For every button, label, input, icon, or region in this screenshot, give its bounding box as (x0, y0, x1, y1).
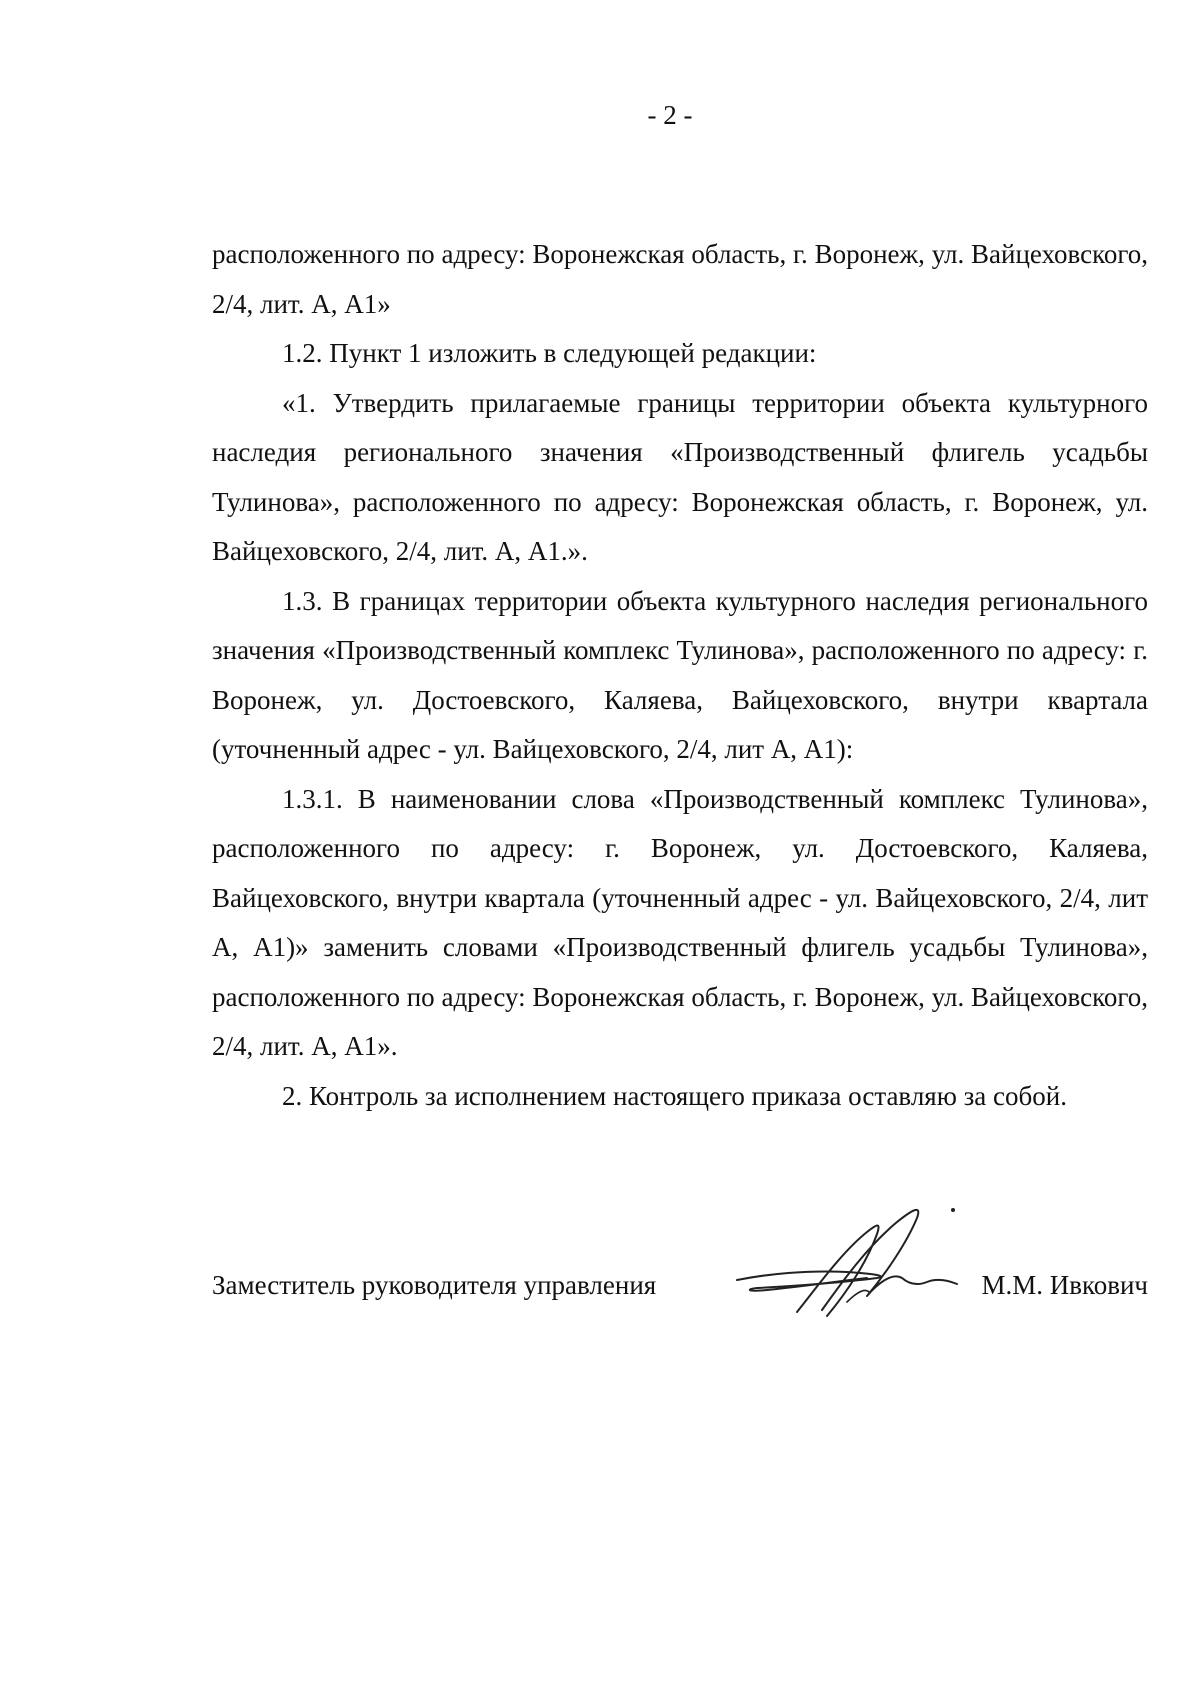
signer-name: М.М. Ивкович (981, 1270, 1148, 1300)
paragraph-address-continuation: расположенного по адресу: Воронежская область, г. Воронеж, ул. Вайцеховского, 2/4, лит. А, А1» (212, 239, 1148, 319)
handwritten-signature (727, 1192, 977, 1322)
paragraph-new-item-1: «1. Утвердить прилагаемые границы территории объекта культурного наследия регионального значения «Производственный флигель усадьбы Тулинова», расположенного по адресу: Воронежская область, г. Воронеж, ул. Вайцеховского, 2/4, лит. А, А1.». (212, 387, 1148, 566)
paragraph-item-2: 2. Контроль за исполнением настоящего приказа оставляю за собой. (282, 1080, 1067, 1111)
signature-block (212, 1270, 1148, 1310)
document-body (212, 230, 1148, 1121)
signer-position: Заместитель руководителя управления (212, 1270, 657, 1300)
paragraph-item-1-2: 1.2. Пункт 1 изложить в следующей редакции: (282, 338, 817, 368)
paragraph-item-1-3-1: 1.3.1. В наименовании слова «Производственный комплекс Тулинова», расположенного по адресу: г. Воронеж, ул. Достоевского, Каляева, Вайцеховского, внутри квартала (уточненный адрес - ул. Вайцеховского, 2/4, лит А, А1)» заменить словами «Производственный флигель усадьбы Тулинова», расположенного по адресу: Воронежская область, г. Воронеж, ул. Вайцеховского, 2/4, лит. А, А1». (212, 783, 1148, 1061)
page-number: - 2 - (647, 100, 693, 130)
paragraph-item-1-3: 1.3. В границах территории объекта культурного наследия регионального значения «Производственный комплекс Тулинова», расположенного по адресу: г. Воронеж, ул. Достоевского, Каляева, Вайцеховского, внутри квартала (уточненный адрес - ул. Вайцеховского, 2/4, лит А, А1): (212, 585, 1148, 764)
